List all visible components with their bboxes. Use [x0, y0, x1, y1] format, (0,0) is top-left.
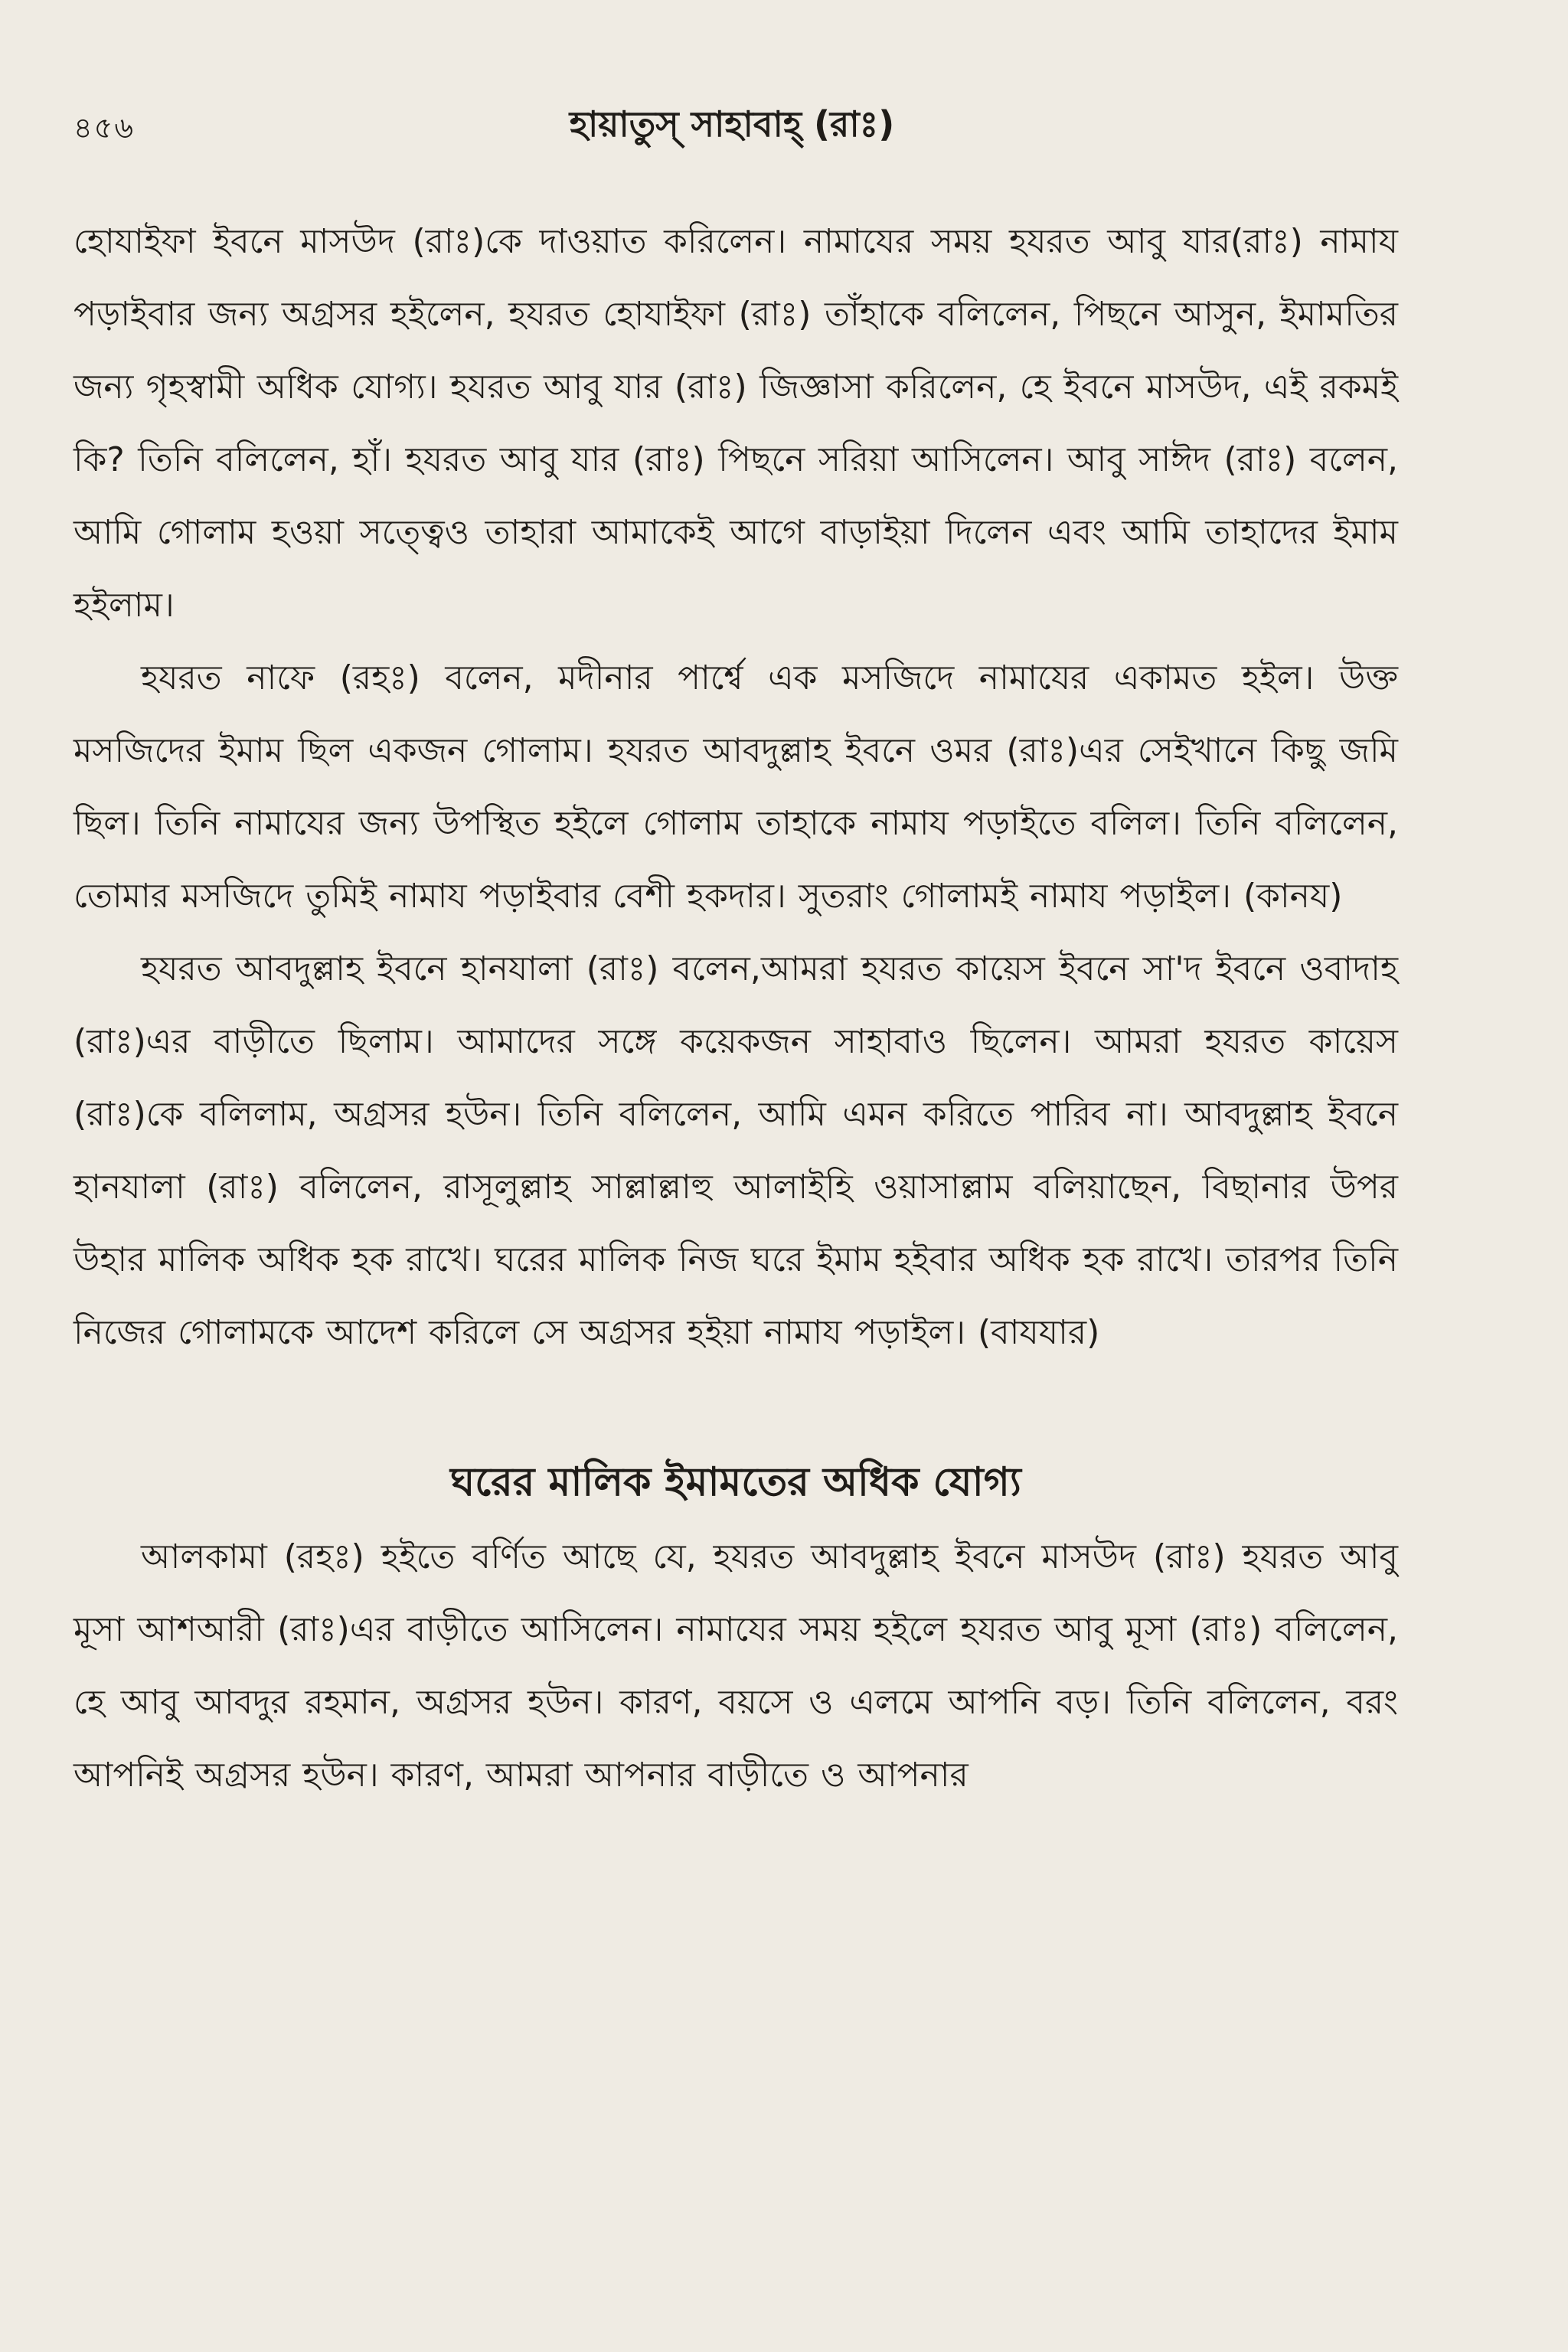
paragraph-nafe: হযরত নাফে (রহঃ) বলেন, মদীনার পার্শ্বে এক মসজিদে নামাযের একামত হইল। উক্ত মসজিদের ইমাম ছিল একজন গোলাম। হযরত আবদুল্লাহ ইবনে ওমর (রাঃ)এর সেইখানে কিছু জমি ছিল। তিনি নামাযের জন্য উপস্থিত হইলে গোলাম তাহাকে নামায পড়াইতে বলিল। তিনি বলিলেন, তোমার মসজিদে তুমিই নামায পড়াইবার বেশী হকদার। সুতরাং গোলামই নামায পড়াইল। (কানয): [74, 658, 1398, 916]
page-body: [74, 205, 1398, 1811]
page-header: [74, 98, 1390, 159]
paragraph-alqama: আলকামা (রহঃ) হইতে বর্ণিত আছে যে, হযরত আবদুল্লাহ ইবনে মাসউদ (রাঃ) হযরত আবু মূসা আশআরী (রাঃ)এর বাড়ীতে আসিলেন। নামাযের সময় হইলে হযরত আবু মূসা (রাঃ) বলিলেন, হে আবু আবদুর রহমান, অগ্রসর হউন। কারণ, বয়সে ও এলমে আপনি বড়। তিনি বলিলেন, বরং আপনিই অগ্রসর হউন। কারণ, আমরা আপনার বাড়ীতে ও আপনার: [74, 1537, 1398, 1795]
running-title: হায়াতুস্ সাহাবাহ্ (রাঃ): [569, 103, 895, 145]
page-number: ৪৫৬: [74, 111, 136, 145]
paragraph-hanzala: হযরত আবদুল্লাহ ইবনে হানযালা (রাঃ) বলেন,আমরা হযরত কায়েস ইবনে সা'দ ইবনে ওবাদাহ (রাঃ)এর বাড়ীতে ছিলাম। আমাদের সঙ্গে কয়েকজন সাহাবাও ছিলেন। আমরা হযরত কায়েস (রাঃ)কে বলিলাম, অগ্রসর হউন। তিনি বলিলেন, আমি এমন করিতে পারিব না। আবদুল্লাহ ইবনে হানযালা (রাঃ) বলিলেন, রাসূলুল্লাহ সাল্লাল্লাহু আলাইহি ওয়াসাল্লাম বলিয়াছেন, বিছানার উপর উহার মালিক অধিক হক রাখে। ঘরের মালিক নিজ ঘরে ইমাম হইবার অধিক হক রাখে। তারপর তিনি নিজের গোলামকে আদেশ করিলে সে অগ্রসর হইয়া নামায পড়াইল। (বাযযার): [74, 949, 1398, 1352]
section-heading: ঘরের মালিক ইমামতের অধিক যোগ্য: [450, 1459, 1021, 1505]
paragraph-continuation: হোযাইফা ইবনে মাসউদ (রাঃ)কে দাওয়াত করিলেন। নামাযের সময় হযরত আবু যার(রাঃ) নামায পড়াইবার জন্য অগ্রসর হইলেন, হযরত হোযাইফা (রাঃ) তাঁহাকে বলিলেন, পিছনে আসুন, ইমামতির জন্য গৃহস্বামী অধিক যোগ্য। হযরত আবু যার (রাঃ) জিজ্ঞাসা করিলেন, হে ইবনে মাসউদ, এই রকমই কি? তিনি বলিলেন, হাঁ। হযরত আবু যার (রাঃ) পিছনে সরিয়া আসিলেন। আবু সাঈদ (রাঃ) বলেন, আমি গোলাম হওয়া সত্ত্বেও তাহারা আমাকেই আগে বাড়াইয়া দিলেন এবং আমি তাহাদের ইমাম হইলাম।: [74, 222, 1398, 625]
